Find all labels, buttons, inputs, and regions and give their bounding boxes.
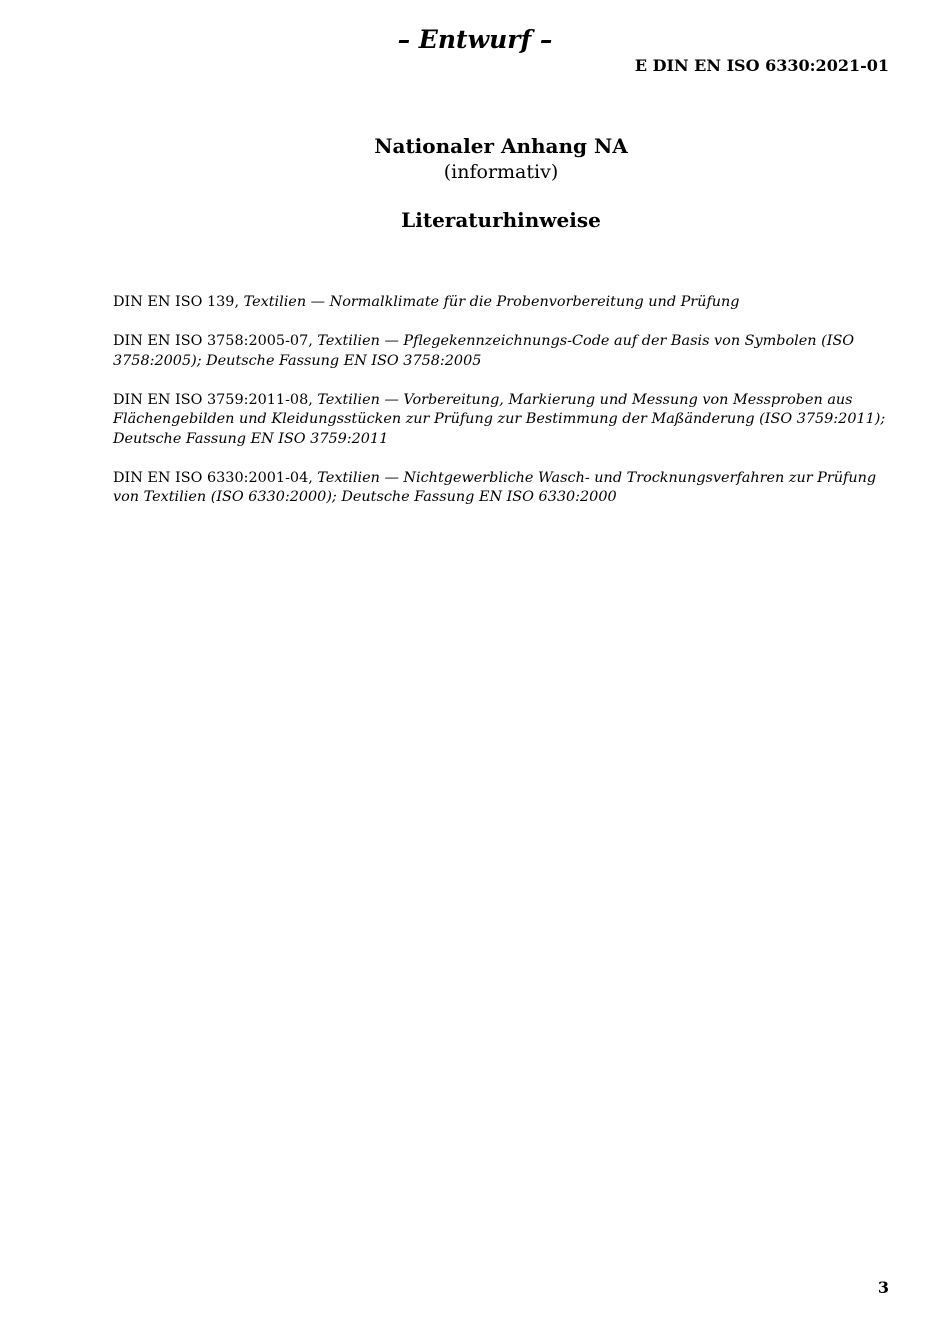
reference-title: Textilien — Pflegekennzeichnungs-Code auf der Basis von Symbolen (ISO 3758:2005); Deutsche Fassung EN ISO 3758:2005 xyxy=(113,333,855,369)
reference-designation: DIN EN ISO 3759:2011-08, xyxy=(113,391,318,408)
page-number: 3 xyxy=(877,1278,889,1297)
section-title: Literaturhinweise xyxy=(401,208,601,232)
annex-title: Nationaler Anhang NA xyxy=(374,134,628,158)
reference-item xyxy=(113,332,888,371)
draft-watermark-label: – Entwurf – xyxy=(397,25,553,54)
reference-item xyxy=(113,391,888,450)
document-identifier: E DIN EN ISO 6330:2021-01 xyxy=(634,56,889,75)
reference-designation: DIN EN ISO 139, xyxy=(113,294,244,310)
annex-subtitle: (informativ) xyxy=(443,161,559,183)
reference-list xyxy=(113,293,888,527)
reference-designation: DIN EN ISO 6330:2001-04, xyxy=(113,469,318,486)
reference-title: Textilien — Vorbereitung, Markierung und Messung von Messproben aus Flächengebilden und Kleidungsstücken zur Prüfung zur Bestimmung der Maßänderung (ISO 3759:2011); Deutsche Fassung EN ISO 3759:2011 xyxy=(113,391,886,447)
reference-title: Textilien — Nichtgewerbliche Wasch- und Trocknungsverfahren zur Prüfung von Textilien (ISO 6330:2000); Deutsche Fassung EN ISO 6330:2000 xyxy=(113,469,877,505)
reference-title: Textilien — Normalklimate für die Probenvorbereitung und Prüfung xyxy=(243,294,740,310)
reference-item xyxy=(113,469,888,508)
reference-item xyxy=(113,293,888,313)
reference-designation: DIN EN ISO 3758:2005-07, xyxy=(113,333,318,349)
